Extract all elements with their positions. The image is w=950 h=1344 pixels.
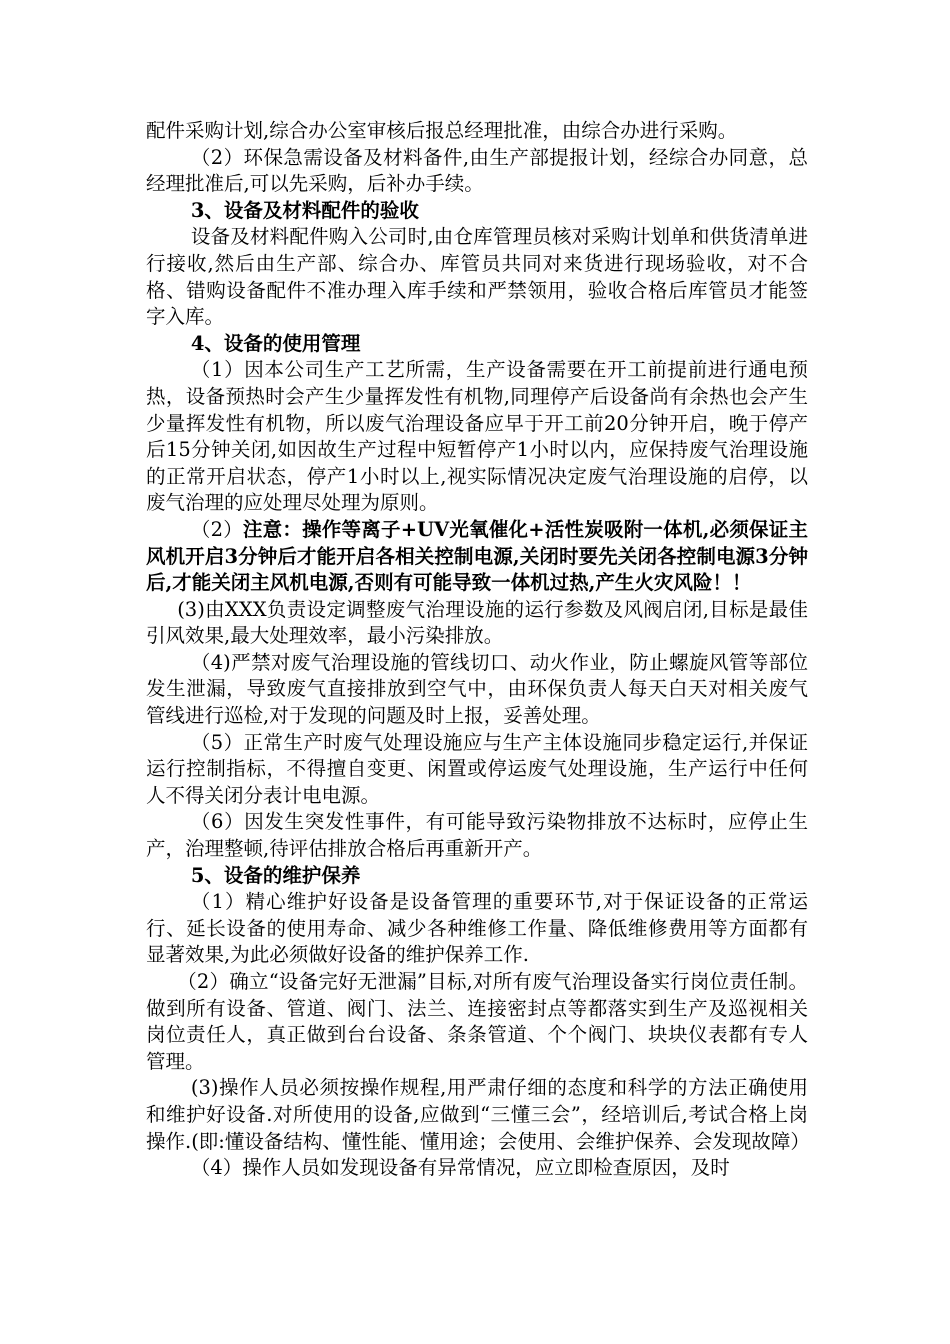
paragraph-maintenance-3: (3)操作人员必须按操作规程,用严肃仔细的态度和科学的方法正确使用和维护好设备.对所使用的设备,应做到“三懂三会”，经培训后,考试合格上岗操作.(即:懂设备结构、懂性能、懂用途；会使用、会维护保养、会发现故障） <box>146 1076 810 1153</box>
paragraph-urgent-purchase: （2）环保急需设备及材料备件,由生产部提报计划，经综合办同意，总经理批准后,可以先采购，后补办手续。 <box>146 145 808 196</box>
warning-prefix: （2） <box>190 517 243 541</box>
paragraph-maintenance-2: （2）确立“设备完好无泄漏”目标,对所有废气治理设备实行岗位责任制。做到所有设备、管道、阀门、法兰、连接密封点等都落实到生产及巡视相关岗位责任人，真正做到台台设备、条条管道、个个阀门、块块仪表都有专人管理。 <box>146 970 808 1073</box>
document-body <box>146 118 808 1182</box>
paragraph-maintenance-1: （1）精心维护好设备是设备管理的重要环节,对于保证设备的正常运行、延长设备的使用寿命、减少各种维修工作量、降低维修费用等方面都有显著效果,为此必须做好设备的维护保养工作. <box>146 890 808 967</box>
paragraph-acceptance: 设备及材料配件购入公司时,由仓库管理员核对采购计划单和供货清单进行接收,然后由生产部、综合办、库管员共同对来货进行现场验收，对不合格、错购设备配件不准办理入库手续和严禁领用，验收合格后库管员才能签字入库。 <box>146 225 808 329</box>
paragraph-usage-2-warning <box>146 517 808 597</box>
paragraph-usage-6: （6）因发生突发性事件，有可能导致污染物排放不达标时，应停止生产，治理整顿,待评估排放合格后再重新开产。 <box>146 810 808 861</box>
section-heading-maintenance: 5、设备的维护保养 <box>190 863 361 887</box>
paragraph-usage-3: (3)由XXX负责设定调整废气治理设施的运行参数及风阀启闭,目标是最佳引风效果,最大处理效率，最小污染排放。 <box>146 597 808 648</box>
section-heading-usage: 4、设备的使用管理 <box>190 331 361 355</box>
section-heading-acceptance: 3、设备及材料配件的验收 <box>190 198 419 222</box>
paragraph-usage-5: （5）正常生产时废气处理设施应与生产主体设施同步稳定运行,并保证运行控制指标，不得擅自变更、闲置或停运废气处理设施，生产运行中任何人不得关闭分表计电电源。 <box>146 730 808 807</box>
paragraph-usage-4: （4)严禁对废气治理设施的管线切口、动火作业，防止螺旋风管等部位发生泄漏，导致废气直接排放到空气中，由环保负责人每天白天对相关废气管线进行巡检,对于发现的问题及时上报，妥善处理。 <box>146 650 808 728</box>
paragraph-procurement-plan: 配件采购计划,综合办公室审核后报总经理批准，由综合办进行采购。 <box>146 119 738 142</box>
paragraph-usage-1: （1）因本公司生产工艺所需，生产设备需要在开工前提前进行通电预热，设备预热时会产生少量挥发性有机物,同理停产后设备尚有余热也会产生少量挥发性有机物，所以废气治理设备应早于开工前20分钟开启，晚于停产后15分钟关闭,如因故生产过程中短暂停产1小时以内，应保持废气治理设施的正常开启状态，停产1小时以上,视实际情况决定废气治理设施的启停，以废气治理的应处理尽处理为原则。 <box>146 358 808 515</box>
paragraph-maintenance-4: （4）操作人员如发现设备有异常情况，应立即检查原因，及时 <box>190 1156 730 1180</box>
warning-text: 注意：操作等离子+UV光氧催化+活性炭吸附一体机,必须保证主风机开启3分钟后才能开启各相关控制电源,关闭时要先关闭各控制电源3分钟后,才能关闭主风机电源,否则有可能导致一体机过热,产生火灾风险！！ <box>146 517 808 595</box>
